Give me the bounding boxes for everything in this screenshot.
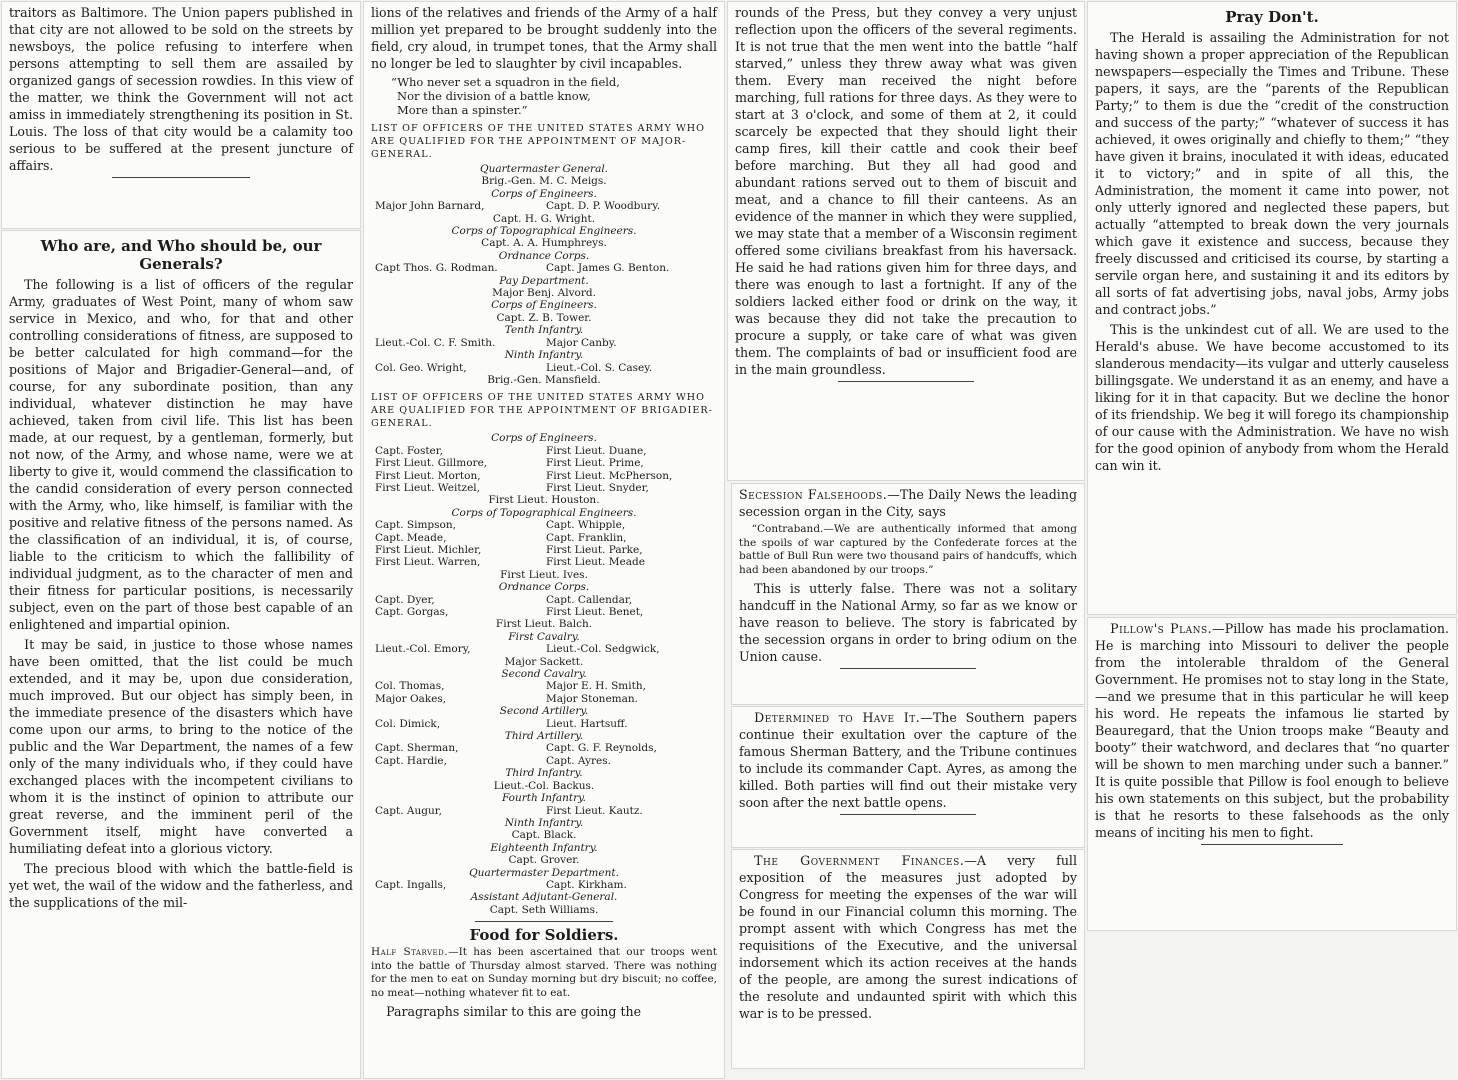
officer-name: Capt. Sherman,	[375, 742, 459, 755]
officer-name: Capt. Ingalls,	[375, 878, 447, 891]
officer-row	[371, 556, 717, 568]
divider	[112, 177, 250, 178]
officer-name: Major Oakes,	[375, 692, 447, 705]
clipping-secession-falsehoods	[732, 484, 1084, 704]
corps-heading: Corps of Topographical Engineers.	[451, 225, 637, 238]
paragraph: The following is a list of officers of the regular Army, graduates of West Point, many of whom saw service in Mexico, and who, for that and other controlling considerations of fitness, are supposed to be better calculated for high command—for the positions of Major and Brigadier-General—and, of course, for any subordinate position, than any individual, whatever distinction he may have achieved, taken from civil life. This list has been made, at our request, by a gentleman, formerly, but not now, of the Army, and whose name, were we at liberty to give it, would commend the classification to the candid consideration of every person connected with the Army, who, like himself, is familiar with the positive and relative fitness of the persons named. As the classification of an individual, it is, of course, liable to the criticism to which the fallibility of individual judgment, as to the character of men and their fitness for particular positions, is necessarily subject, even on the part of those best capable of an enlightened and impartial opinion.	[9, 277, 353, 632]
officer-name: Lieut.-Col. S. Casey.	[546, 361, 653, 374]
paragraph: Paragraphs similar to this are going the	[386, 1004, 642, 1020]
officer-row	[371, 693, 717, 705]
corps-heading: Third Infantry.	[505, 767, 583, 780]
officer-name: Capt. Hardie,	[375, 754, 447, 767]
paragraph: traitors as Baltimore. The Union papers published in that city are not allowed to be sold on the streets by newsboys, the police refusing to interfere when persons attempting to sell them are assailed by organized gangs of secession rowdies. In this view of the matter, we think the Government will not act amiss in immediately strengthening its position in St. Louis. The loss of that city would be a calamity too serious to be suffered at the present juncture of affairs.	[9, 5, 353, 173]
officer-name: Capt. Grover.	[508, 854, 580, 867]
officer-name: Brig.-Gen. Mansfield.	[487, 373, 601, 386]
corps-heading: Second Artillery.	[499, 705, 589, 718]
body-text: —The Southern papers continue their exultation over the capture of the famous Sherman Battery, and the Tribune continues to include its commander Capt. Ayres, as among the killed. Both parties will find out their mistake very soon after the next battle opens.	[739, 710, 1077, 810]
officer-row	[371, 470, 717, 482]
clipping-pray-dont	[1088, 2, 1456, 614]
corps-heading: Third Artillery.	[504, 730, 584, 743]
officer-name: Capt. Simpson,	[375, 519, 456, 532]
officer-name: First Lieut. Benet,	[546, 606, 644, 618]
officer-row	[371, 805, 717, 817]
officer-name: Capt. Callendar,	[546, 593, 633, 606]
officer-name: First Lieut. Michler,	[375, 543, 482, 556]
divider	[475, 921, 613, 922]
officer-name: Col. Dimick,	[375, 717, 441, 730]
officer-name: Capt. Seth Williams.	[489, 903, 599, 916]
clipping-officer-lists	[364, 2, 724, 1078]
officer-name: Capt. Ayres.	[546, 754, 611, 767]
corps-heading: Corps of Engineers.	[491, 187, 597, 200]
officer-row	[371, 544, 717, 556]
officer-name: Capt. James G. Benton.	[546, 262, 670, 275]
lead-in: Pillow's Plans.	[1110, 621, 1213, 636]
officer-name: Major John Barnard,	[375, 200, 485, 213]
article-title: Food for Soldiers.	[469, 926, 619, 945]
officer-name: Capt. Augur,	[375, 804, 442, 817]
officer-name: Col. Thomas,	[375, 680, 445, 693]
officer-name: Major Benj. Alvord.	[492, 287, 596, 300]
clipping-food	[728, 2, 1084, 480]
paragraph: rounds of the Press, but they convey a very unjust reflection upon the officers of the several regiments. It is not true that the men went into the battle “half starved,” unless they threw away what was given them. Every man received the night before marching, full rations for three days. As they were to start at 3 o'clock, and some of them at 2, it could scarcely be expected that they should light their camp fires, kill their cattle and cook their beef before marching. But they all had good and abundant rations served out to them of biscuit and meat, and a chance to fill their canteens. As an evidence of the manner in which they were supplied, we may state that a member of a Wisconsin regiment offered some civilians breakfast from his haversack. He said he had rations given him for three days, and there was enough to last a fortnight. If any of the soldiers lacked either food or drink on the way, it was because they did not take the precaution to procure a supply, or take care of what was given them. The complaints of bad or insufficient food are in the main groundless.	[735, 5, 1077, 377]
paragraph	[739, 486, 1077, 520]
corps-heading: Second Cavalry.	[501, 668, 587, 681]
officer-name: Lieut. Hartsuff.	[546, 717, 628, 730]
corps-heading: Ordnance Corps.	[498, 249, 590, 262]
officer-name: First Lieut. Ives.	[500, 568, 588, 581]
officer-name: Lieut.-Col. Sedgwick,	[546, 643, 660, 656]
officer-name: Capt. Whipple,	[546, 519, 626, 532]
officer-name: Capt. Black.	[511, 829, 577, 842]
lead-in: Determined to Have It.	[754, 710, 921, 725]
officer-name: Capt. D. P. Woodbury.	[546, 200, 661, 213]
officer-name: Capt. Franklin,	[546, 531, 627, 544]
corps-heading: Corps of Engineers.	[491, 432, 597, 445]
body-text: —Pillow has made his proclamation. He is marching into Missouri to deliver the people from the intolerable thraldom of the General Government. He promises not to stay long in the State,—and we presume that in this particular he will keep his word. He repeats the infamous lie started by Beauregard, that the Union troops make “Beauty and booty” their watchword, and declares that “no quarter will be shown to men marching under such a banner.” It is quite possible that Pillow is fool enough to believe his own statements on this subject, but the probability is that he resorts to these falsehoods as the only means of inciting his men to fight.	[1095, 621, 1449, 840]
officer-name: Major Stoneman.	[546, 692, 638, 705]
officer-row	[371, 362, 717, 374]
officer-name: First Lieut. Weitzel,	[375, 481, 480, 494]
officer-row	[371, 606, 717, 618]
officer-row	[371, 457, 717, 469]
poem-line: “Who never set a squadron in the field,	[391, 75, 620, 89]
officer-name: First Lieut. Warren,	[375, 556, 481, 569]
poem-line: More than a spinster.”	[397, 103, 528, 117]
corps-heading: Quartermaster Department.	[469, 866, 619, 879]
paragraph	[1095, 620, 1449, 841]
clipping-government-finances	[732, 850, 1084, 1068]
officer-name: First Lieut. Gillmore,	[375, 457, 488, 470]
paragraph: This is the unkindest cut of all. We are used to the Herald's abuse. We have become accustomed to its slanderous mendacity—its vulgar and utterly causeless billingsgate. We understand it as an enemy, and have a liking for it in that capacity. But we decline the honor of its friendship. We beg it will forego its championship of our cause with the Administration. We have no wish for the good opinion of anybody from whom the Herald can win it.	[1095, 322, 1449, 473]
paragraph: The Herald is assailing the Administration for not having shown a proper appreciation of the Republican newspapers—especially the Times and Tribune. These papers, it says, are the “parents of the Republican Party;” to them is due the “credit of the construction and success of the party;” “whatever of success it has achieved, it owes originally and chiefly to them;” “they have given it brains, inoculated it with ideas, educated it to victory;” and in spite of all this, the Administration, the moment it came into power, not only utterly ignored and neglected these papers, but actually “attempted to break down the very journals which gave it existence and success, because they freely discussed and criticised its course, by starting a servile organ here, and sustaining it and its editors by all sorts of fat advertising jobs, naval jobs, Army jobs and contract jobs.”	[1095, 30, 1449, 317]
officer-name: Lieut.-Col. Backus.	[493, 779, 595, 792]
divider	[838, 381, 975, 382]
poem-quote	[391, 75, 717, 117]
officer-name: First Lieut. Houston.	[488, 494, 600, 507]
officer-name: First Lieut. Snyder,	[546, 481, 649, 494]
officer-name: Capt. Kirkham.	[546, 878, 627, 891]
paragraph: lions of the relatives and friends of the Army of a half million yet prepared to be brought suddenly into the field, cry aloud, in trumpet tones, that the Army shall no longer be led to slaughter by civil incapables.	[371, 5, 717, 71]
officer-name: Capt. G. F. Reynolds,	[546, 742, 657, 755]
paragraph	[739, 852, 1077, 1022]
clipping-generals	[2, 231, 360, 1078]
article-title: Pray Don't.	[1225, 8, 1319, 26]
corps-heading: Ninth Infantry.	[504, 816, 584, 829]
officer-name: Capt. A. A. Humphreys.	[481, 237, 607, 250]
corps-heading: Fourth Infantry.	[501, 792, 587, 805]
corps-heading: Quartermaster General.	[479, 163, 609, 175]
officer-name: Capt. Dyer,	[375, 593, 435, 606]
body-text: —A very full exposition of the measures just adopted by Congress for meeting the expenses of the war will be found in our Financial column this morning. The prompt assent with which Congress has met the requisitions of the Executive, and the universal indorsement which its action receives at the hands of the people, are among the surest indications of the resolute and undaunted spirit with which this war is to be pressed.	[739, 853, 1077, 1021]
officer-name: Capt. Z. B. Tower.	[496, 311, 592, 324]
officer-list-major	[371, 163, 717, 386]
officer-list-brigadier	[371, 432, 717, 916]
officer-name: Lieut.-Col. C. F. Smith.	[375, 336, 496, 349]
corps-heading: Ninth Infantry.	[504, 349, 584, 362]
officer-name: Capt Thos. G. Rodman.	[375, 262, 498, 275]
quoted-paragraph: “Contraband.—We are authentically informed that among the spoils of war captured by the Confederate forces at the battle of Bull Run were two thousand pairs of handcuffs, which had been abandoned by our troops.”	[739, 523, 1077, 576]
officer-name: First Lieut. Kautz.	[546, 804, 643, 817]
officer-name: Major E. H. Smith,	[546, 680, 646, 693]
clipping-pillows-plans	[1088, 618, 1456, 930]
divider	[1201, 844, 1343, 845]
officer-name: Major Canby.	[546, 336, 617, 349]
corps-heading: Ordnance Corps.	[498, 581, 590, 594]
officer-name: Capt. Meade,	[375, 531, 447, 544]
clipping-baltimore	[2, 2, 360, 228]
clipping-determined	[732, 707, 1084, 847]
paragraph: It may be said, in justice to those whose names have been omitted, that the list could be much extended, and it may be, upon due consideration, much improved. But our object has simply been, in the immediate presence of the disasters which have come upon our arms, to bring to the notice of the public and the War Department, the names of a few only of the many individuals who, if they could have exchanged places with the incompetent civilians to whom it is the instinct of opinion to attribute our great reverse, and the imminent peril of the Government itself, might have converted a humiliating defeat into a glorious victory.	[9, 637, 353, 856]
officer-row	[371, 200, 717, 212]
intro-text: —The Daily News the leading secession organ in the City, says	[739, 487, 1078, 519]
officer-name: Major Sackett.	[504, 655, 584, 668]
divider	[840, 814, 975, 815]
officer-row	[371, 879, 717, 891]
corps-heading: Assistant Adjutant-General.	[470, 891, 618, 904]
officer-name: Lieut.-Col. Emory,	[375, 643, 471, 656]
officer-name: First Lieut. Parke,	[546, 543, 643, 556]
paragraph	[739, 709, 1077, 811]
poem-line: Nor the division of a battle know,	[397, 89, 591, 103]
officer-row	[371, 532, 717, 544]
officer-row	[371, 445, 717, 457]
corps-heading: Pay Department.	[499, 274, 589, 287]
lead-in: Half Starved.	[371, 946, 449, 959]
officer-row	[371, 755, 717, 767]
officer-name: Capt. Foster,	[375, 444, 443, 457]
officer-name: First Lieut. Balch.	[495, 618, 593, 631]
officer-name: Col. Geo. Wright,	[375, 361, 467, 374]
officer-name: Capt. H. G. Wright.	[492, 212, 596, 225]
corps-heading: Eighteenth Infantry.	[490, 841, 598, 854]
officer-row	[371, 718, 717, 730]
officer-row	[371, 594, 717, 606]
officer-row	[371, 519, 717, 531]
paragraph: This is utterly false. There was not a solitary handcuff in the National Army, so far as we know or have reason to believe. The story is fabricated by the secession organs in order to bring odium on the Union cause.	[739, 581, 1077, 664]
officer-row	[371, 337, 717, 349]
article-title: Who are, and Who should be, our Generals?	[40, 237, 322, 273]
corps-heading: Corps of Topographical Engineers.	[451, 506, 637, 519]
officer-row	[371, 742, 717, 754]
list-heading-major-general: LIST OF OFFICERS OF THE UNITED STATES ARMY WHO ARE QUALIFIED FOR THE APPOINTMENT OF MAJOR-GENERAL.	[371, 123, 706, 160]
officer-name: Capt. Gorgas,	[375, 606, 449, 618]
list-heading-brigadier-general: LIST OF OFFICERS OF THE UNITED STATES ARMY WHO ARE QUALIFIED FOR THE APPOINTMENT OF BRIGADIER-GENERAL.	[371, 392, 713, 430]
officer-name: First Lieut. Prime,	[546, 457, 644, 470]
officer-name: First Lieut. McPherson,	[546, 469, 673, 482]
lead-in: Secession Falsehoods.	[739, 487, 888, 502]
quote-text: —It has been ascertained that our troops went into the battle of Thursday almost starved. There was nothing for the men to eat on Sunday morning but dry biscuit; no coffee, no meat—nothing whatever fit to eat.	[371, 946, 717, 999]
quoted-paragraph	[371, 946, 717, 1000]
lead-in: The Government Finances.	[754, 853, 965, 868]
officer-row	[371, 482, 717, 494]
officer-row	[371, 262, 717, 274]
officer-name: First Lieut. Morton,	[375, 469, 481, 482]
corps-heading: First Cavalry.	[508, 630, 580, 643]
officer-row	[371, 643, 717, 655]
divider	[840, 668, 975, 669]
officer-name: Brig.-Gen. M. C. Meigs.	[481, 175, 607, 188]
paragraph: The precious blood with which the battle-field is yet wet, the wail of the widow and the fatherless, and the supplications of the mil-	[9, 861, 353, 910]
officer-name: First Lieut. Meade	[546, 556, 645, 569]
corps-heading: Tenth Infantry.	[504, 324, 584, 337]
corps-heading: Corps of Engineers.	[491, 299, 597, 312]
officer-row	[371, 680, 717, 692]
officer-name: First Lieut. Duane,	[546, 444, 647, 457]
